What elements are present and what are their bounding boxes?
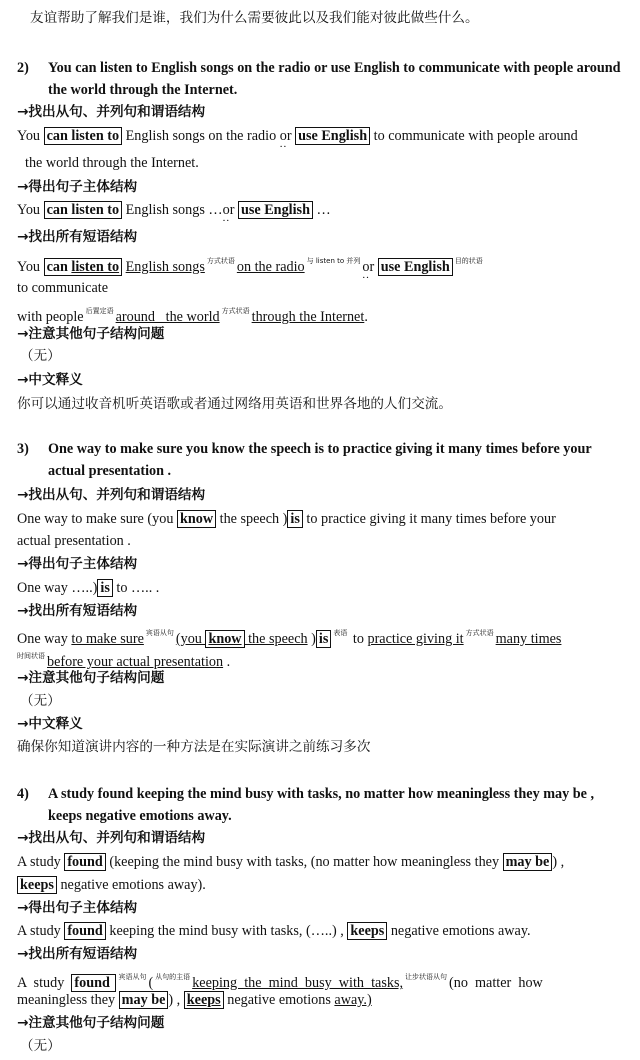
s3-clauses-line-1 — [17, 510, 628, 528]
sentence-text: One way to make sure you know the speech is to practice giving it many times before your actual presentation . — [48, 441, 592, 479]
text: meaningless they — [17, 992, 119, 1008]
text: One way to make sure (you — [17, 511, 177, 527]
annotation: 宾语从句 — [145, 629, 174, 637]
text: (no matter how — [449, 975, 543, 991]
predicate-box: keeps — [184, 991, 224, 1009]
predicate-box: is — [287, 510, 302, 528]
conjunction: or .. — [223, 202, 235, 218]
predicate-box: found — [71, 974, 116, 992]
heading-main-structure: →得出句子主体结构 — [17, 179, 138, 195]
conjunction: or .. — [362, 259, 374, 275]
sentence-number: 2) — [17, 60, 29, 76]
underlined-phrase: through the Internet — [251, 309, 365, 325]
text: (keeping the mind busy with tasks, (no matter how meaningless they — [105, 854, 503, 870]
heading-find-phrases: →找出所有短语结构 — [17, 229, 138, 245]
s2-other-none: （无） — [20, 348, 61, 364]
s2-translation: 你可以通过收音机听英语歌或者通过网络用英语和世界各地的人们交流。 — [17, 396, 452, 412]
annotation: 时间状语 — [17, 652, 45, 660]
intro-text: 友谊帮助了解我们是谁，我们为什么需要彼此以及我们能对彼此做些什么。 — [30, 10, 479, 26]
conjunction: or .. — [280, 128, 292, 144]
text: keeping the mind busy with tasks, (…..) , — [105, 923, 348, 939]
text: You — [17, 128, 44, 144]
s3-phrases-line-1 — [17, 624, 628, 648]
annotation: 方式状语 — [221, 307, 250, 315]
underlined-phrase: on the radio — [236, 259, 305, 275]
annotation: 后置定语 — [85, 307, 114, 315]
heading-find-phrases: →找出所有短语结构 — [17, 946, 138, 962]
text: to practice giving it many times before your — [302, 511, 556, 527]
heading-find-clauses: →找出从句、并列句和谓语结构 — [17, 104, 206, 120]
text: One way — [17, 631, 72, 647]
text: ) — [307, 631, 316, 647]
sentence-number: 3) — [17, 441, 29, 457]
text: to — [349, 631, 368, 647]
predicate-box: may be — [503, 853, 553, 871]
s2-phrases-line-1 — [17, 252, 628, 276]
predicate-box: know — [177, 510, 216, 528]
text: the speech ) — [216, 511, 288, 527]
s2-clauses-line-2: the world through the Internet. — [25, 155, 199, 171]
predicate-box: is — [316, 630, 331, 648]
predicate-box: keeps — [347, 922, 387, 940]
annotation: 宾语从句 — [118, 973, 147, 981]
underlined-phrase: English songs — [125, 259, 205, 275]
text: English songs on the radio — [122, 128, 280, 144]
underlined-phrase: before your actual presentation — [47, 654, 224, 670]
text: You — [17, 202, 44, 218]
text: ) , — [552, 854, 565, 870]
underlined-phrase: keeping the mind busy with tasks, — [192, 975, 404, 991]
text: negative emotions — [223, 992, 335, 1008]
text: A study — [17, 975, 72, 991]
text: ) , — [168, 992, 184, 1008]
text: (you — [175, 631, 206, 647]
heading-other-issues: →注意其他句子结构问题 — [17, 326, 165, 342]
annotation: 从句的主语 — [155, 973, 191, 981]
text: the speech — [244, 631, 308, 647]
text: A study — [17, 854, 65, 870]
sentence-text: A study found keeping the mind busy with tasks, no matter how meaningless they may be , keeps negative emotions away. — [48, 786, 595, 824]
s2-clauses-line-1 — [17, 127, 628, 145]
s3-phrases-line-2 — [17, 647, 628, 671]
sentence-2-title — [17, 57, 628, 101]
predicate-box: may be — [119, 991, 169, 1009]
s4-other-none: （无） — [20, 1038, 61, 1054]
annotation: 与 listen to 并列 — [306, 257, 361, 265]
annotation: 表语 — [333, 629, 348, 637]
underlined-phrase: to make sure — [71, 631, 144, 647]
predicate-box: use English — [295, 127, 370, 145]
heading-find-clauses: →找出从句、并列句和谓语结构 — [17, 487, 206, 503]
text: One way …..) — [17, 580, 98, 596]
annotation: 方式状语 — [465, 629, 494, 637]
heading-find-clauses: →找出从句、并列句和谓语结构 — [17, 830, 206, 846]
sentence-number: 4) — [17, 786, 29, 802]
heading-translation: →中文释义 — [17, 716, 83, 732]
s3-main-line — [17, 579, 628, 597]
s2-phrases-line-3 — [17, 302, 628, 326]
predicate-box: know — [205, 630, 244, 648]
text: A study — [17, 923, 65, 939]
predicate-box: found — [64, 853, 106, 871]
predicate-box: found — [64, 922, 106, 940]
text: can — [46, 259, 68, 275]
underlined-phrase — [176, 630, 308, 648]
annotation: 让步状语从句 — [405, 973, 448, 981]
text: . — [223, 654, 231, 670]
s4-main-line — [17, 922, 628, 940]
heading-main-structure: →得出句子主体结构 — [17, 900, 138, 916]
predicate-box: use English — [378, 258, 453, 276]
predicate-box: keeps — [17, 876, 57, 894]
heading-main-structure: →得出句子主体结构 — [17, 556, 138, 572]
underlined-phrase: listen to — [71, 259, 120, 275]
text: ( — [148, 975, 154, 991]
s3-other-none: （无） — [20, 693, 61, 709]
sentence-3-title — [17, 438, 628, 482]
underlined-phrase: around the world — [115, 309, 220, 325]
sentence-4-title — [17, 783, 628, 827]
text: … — [312, 202, 331, 218]
text: with people — [17, 309, 84, 325]
s4-phrases-line-1 — [17, 968, 628, 992]
annotation: 方式状语 — [206, 257, 235, 265]
heading-other-issues: →注意其他句子结构问题 — [17, 1015, 165, 1031]
underlined-phrase: many times — [495, 631, 562, 647]
text: You — [17, 259, 44, 275]
s2-phrases-line-2: to communicate — [17, 280, 109, 296]
text: negative emotions away). — [56, 877, 206, 893]
s4-clauses-line-2 — [17, 876, 628, 894]
s3-clauses-line-2: actual presentation . — [17, 533, 131, 549]
underlined-phrase: practice giving it — [367, 631, 464, 647]
s4-clauses-line-1 — [17, 853, 628, 871]
heading-other-issues: →注意其他句子结构问题 — [17, 670, 165, 686]
predicate-box: use English — [238, 201, 313, 219]
predicate-box: can listen to — [44, 127, 123, 145]
text: English songs … — [122, 202, 223, 218]
predicate-box: can listen to — [44, 201, 123, 219]
text: negative emotions away. — [387, 923, 531, 939]
annotation: 目的状语 — [454, 257, 483, 265]
s3-translation: 确保你知道演讲内容的一种方法是在实际演讲之前练习多次 — [17, 739, 371, 755]
text: to communicate with people around — [370, 128, 578, 144]
s4-phrases-line-2 — [17, 991, 628, 1009]
predicate-box — [44, 258, 123, 276]
heading-find-phrases: →找出所有短语结构 — [17, 603, 138, 619]
heading-translation: →中文释义 — [17, 372, 83, 388]
predicate-box: is — [97, 579, 112, 597]
text: . — [364, 309, 368, 325]
underlined-phrase: away.) — [334, 992, 372, 1008]
s2-main-line — [17, 201, 628, 219]
sentence-text: You can listen to English songs on the radio or use English to communicate with people around the world through the Internet. — [48, 60, 621, 98]
text: to ….. . — [112, 580, 160, 596]
